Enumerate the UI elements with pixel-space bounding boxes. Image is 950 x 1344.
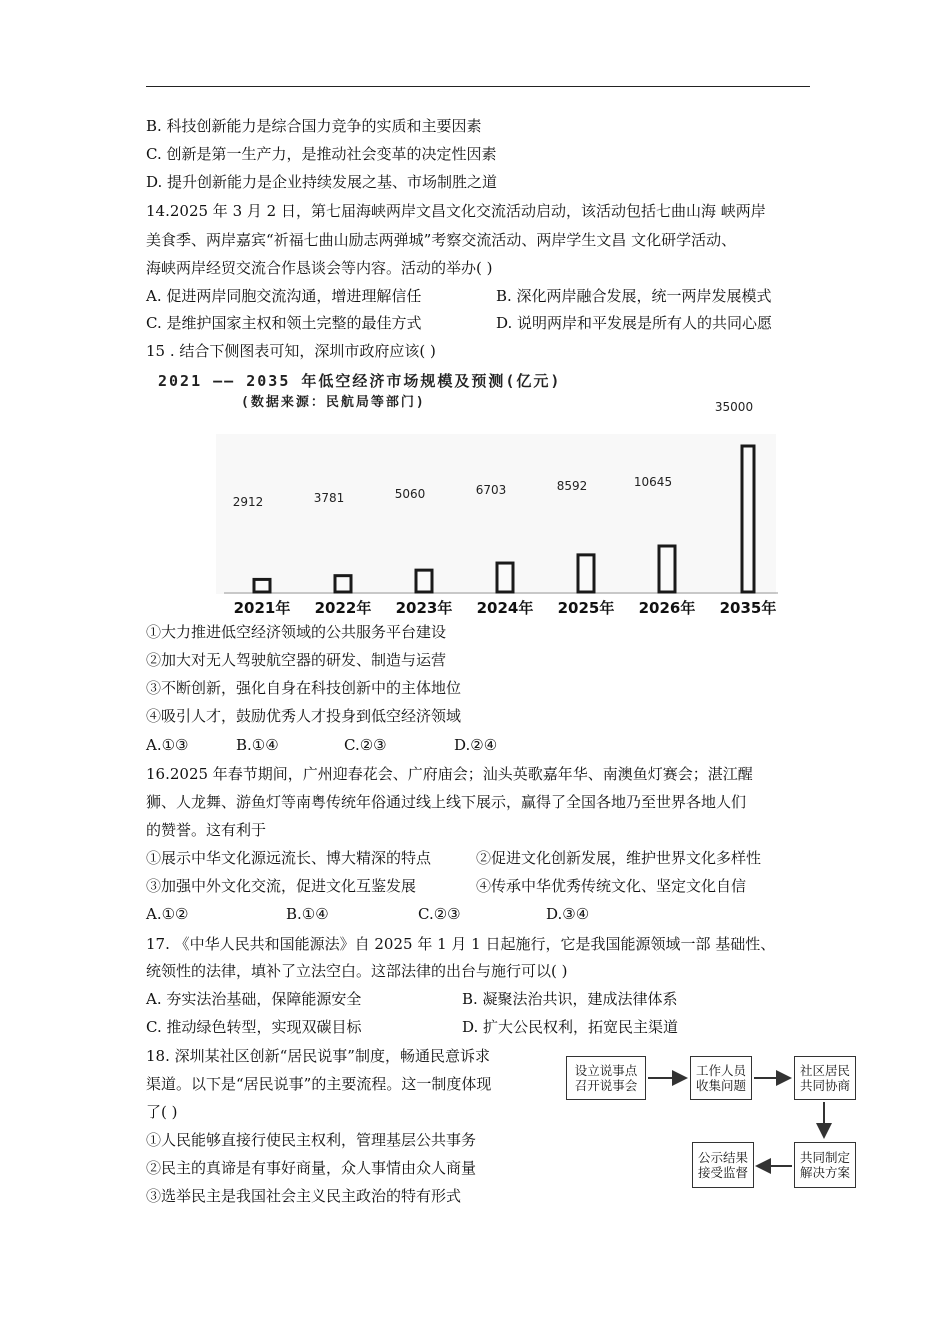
chart-value-label-0: 2912 <box>232 495 264 509</box>
q16-stem-line3: 的赞誉。这有利于 <box>146 821 267 839</box>
flow-step-plan: 共同制定解决方案 <box>794 1142 856 1188</box>
q16-stem-line2: 狮、人龙舞、游鱼灯等南粤传统年俗通过线上线下展示，赢得了全国各地乃至世界各地人们 <box>146 793 747 811</box>
q17-stem-line2: 统领性的法律，填补了立法空白。这部法律的出台与施行可以( ) <box>146 962 568 980</box>
q14-option-a: A. 促进两岸同胞交流沟通，增进理解信任 <box>146 287 422 305</box>
chart-bar-0 <box>254 579 270 592</box>
q15-option-a: A.①③ <box>146 736 189 754</box>
q17-option-d: D. 扩大公民权利，拓宽民主渠道 <box>462 1018 679 1036</box>
q13-option-c: C. 创新是第一生产力，是推动社会变革的决定性因素 <box>146 145 497 163</box>
header-rule <box>146 86 810 87</box>
q16-item-1: ①展示中华文化源远流长、博大精深的特点 <box>146 849 432 867</box>
q16-option-d: D.③④ <box>546 905 590 923</box>
q15-item-4: ④吸引人才，鼓励优秀人才投身到低空经济领域 <box>146 707 462 725</box>
chart-x-tick-2: 2023年 <box>395 599 453 617</box>
q14-option-c: C. 是维护国家主权和领土完整的最佳方式 <box>146 314 422 332</box>
resident-talk-flowchart <box>560 1050 870 1200</box>
chart-x-tick-1: 2022年 <box>314 599 372 617</box>
chart-value-label-2: 5060 <box>394 487 426 501</box>
chart-bar-2 <box>416 570 432 592</box>
chart-bar-4 <box>578 555 594 592</box>
chart-subtitle: (数据来源：民航局等部门) <box>241 395 426 410</box>
q15-item-1: ①大力推进低空经济领域的公共服务平台建设 <box>146 623 447 641</box>
q17-option-c: C. 推动绿色转型，实现双碳目标 <box>146 1018 362 1036</box>
q18-item-2: ②民主的真谛是有事好商量，众人事情由众人商量 <box>146 1159 477 1177</box>
q16-option-c: C.②③ <box>418 905 461 923</box>
q16-option-a: A.①② <box>146 905 189 923</box>
q17-option-b: B. 凝聚法治共识，建成法律体系 <box>462 990 678 1008</box>
q18-stem-line1: 18. 深圳某社区创新“居民说事”制度，畅通民意诉求 <box>146 1047 490 1065</box>
q15-stem: 15 . 结合下侧图表可知，深圳市政府应该( ) <box>146 342 436 360</box>
q16-item-2: ②促进文化创新发展，维护世界文化多样性 <box>476 849 762 867</box>
q14-option-b: B. 深化两岸融合发展，统一两岸发展模式 <box>496 287 772 305</box>
chart-bar-3 <box>497 563 513 592</box>
q18-item-1: ①人民能够直接行使民主权利，管理基层公共事务 <box>146 1131 477 1149</box>
flow-step-negotiate: 社区居民共同协商 <box>794 1056 856 1100</box>
chart-value-label-5: 10645 <box>633 475 673 489</box>
q16-item-3: ③加强中外文化交流，促进文化互鉴发展 <box>146 877 417 895</box>
flow-step-publicize: 公示结果接受监督 <box>692 1142 754 1188</box>
chart-x-tick-3: 2024年 <box>476 599 534 617</box>
q14-stem-line2: 美食季、两岸嘉宾“祈福七曲山励志两弹城”考察交流活动、两岸学生文昌 文化研学活动、 <box>146 231 737 249</box>
q14-stem-line1: 14.2025 年 3 月 2 日，第七届海峡两岸文昌文化交流活动启动，该活动包括七曲山海 峡两岸 <box>146 202 766 220</box>
chart-value-label-1: 3781 <box>313 491 345 505</box>
q15-option-d: D.②④ <box>454 736 498 754</box>
chart-value-label-6: 35000 <box>714 400 754 414</box>
chart-bar-5 <box>659 546 675 592</box>
chart-x-tick-4: 2025年 <box>557 599 615 617</box>
chart-x-tick-5: 2026年 <box>638 599 696 617</box>
chart-bar-6 <box>742 446 754 592</box>
q16-option-b: B.①④ <box>286 905 329 923</box>
q17-stem-line1: 17. 《中华人民共和国能源法》自 2025 年 1 月 1 日起施行，它是我国能源领域一部 基础性、 <box>146 935 776 953</box>
q15-option-b: B.①④ <box>236 736 279 754</box>
chart-value-label-4: 8592 <box>556 479 588 493</box>
q18-item-3: ③选举民主是我国社会主义民主政治的特有形式 <box>146 1187 462 1205</box>
market-size-bar-chart <box>146 366 806 618</box>
flow-step-setup: 设立说事点召开说事会 <box>566 1056 646 1100</box>
q16-item-4: ④传承中华优秀传统文化、坚定文化自信 <box>476 877 747 895</box>
q18-stem-line3: 了( ) <box>146 1103 178 1121</box>
chart-title: 2021 —— 2035 年低空经济市场规模及预测(亿元) <box>158 372 562 390</box>
q13-option-d: D. 提升创新能力是企业持续发展之基、市场制胜之道 <box>146 173 498 191</box>
q15-option-c: C.②③ <box>344 736 387 754</box>
q16-stem-line1: 16.2025 年春节期间，广州迎春花会、广府庙会；汕头英歌嘉年华、南澳鱼灯赛会；湛江醒 <box>146 765 753 783</box>
chart-bar-1 <box>335 576 351 592</box>
chart-x-tick-0: 2021年 <box>233 599 291 617</box>
chart-value-label-3: 6703 <box>475 483 507 497</box>
q15-item-2: ②加大对无人驾驶航空器的研发、制造与运营 <box>146 651 447 669</box>
flow-step-collect: 工作人员收集问题 <box>690 1056 752 1100</box>
q18-stem-line2: 渠道。以下是“居民说事”的主要流程。这一制度体现 <box>146 1075 492 1093</box>
q15-item-3: ③不断创新，强化自身在科技创新中的主体地位 <box>146 679 462 697</box>
q14-stem-line3: 海峡两岸经贸交流合作恳谈会等内容。活动的举办( ) <box>146 259 493 277</box>
q13-option-b: B. 科技创新能力是综合国力竞争的实质和主要因素 <box>146 117 482 135</box>
q14-option-d: D. 说明两岸和平发展是所有人的共同心愿 <box>496 314 773 332</box>
chart-x-tick-6: 2035年 <box>719 599 777 617</box>
q17-option-a: A. 夯实法治基础，保障能源安全 <box>146 990 362 1008</box>
